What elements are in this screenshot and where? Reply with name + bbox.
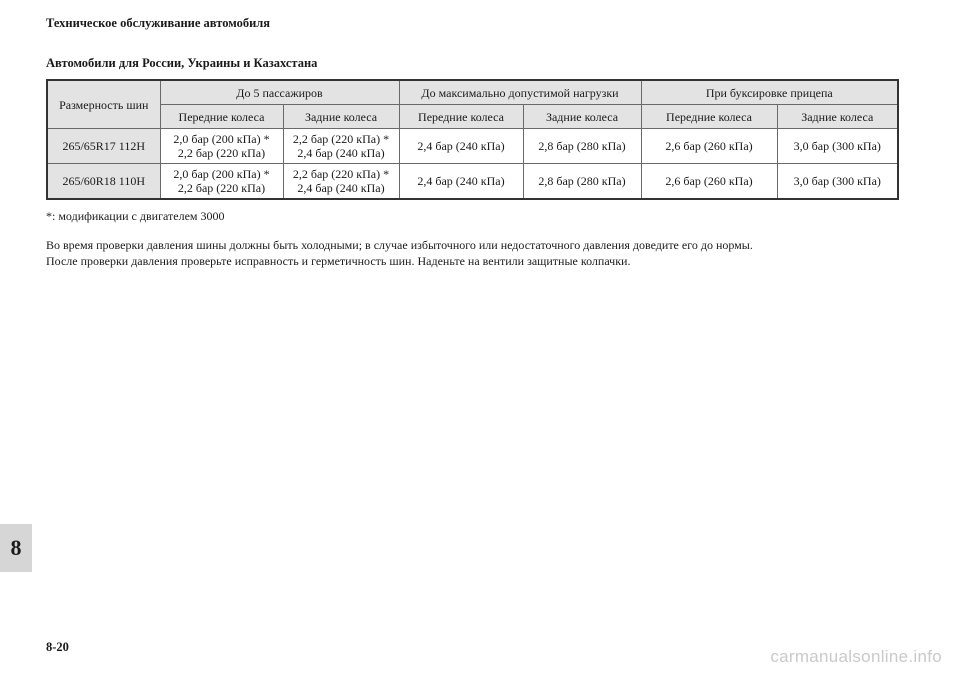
page-header-title: Техническое обслуживание автомобиля [46, 16, 271, 30]
pressure-cell: 2,2 бар (220 кПа) * 2,4 бар (240 кПа) [283, 164, 399, 200]
page-number: 8-20 [46, 640, 69, 654]
tire-pressure-table [46, 79, 899, 200]
subheader-rear: Задние колеса [523, 105, 641, 129]
watermark: carmanualsonline.info [770, 647, 942, 666]
group-header-passengers: До 5 пассажиров [160, 80, 399, 105]
footnote: *: модификации с двигателем 3000 [46, 209, 225, 223]
table-row [47, 129, 898, 164]
pressure-cell: 2,4 бар (240 кПа) [399, 129, 523, 164]
table-row [47, 164, 898, 200]
tire-size-cell: 265/60R18 110H [47, 164, 160, 200]
maintenance-note [46, 237, 926, 269]
pressure-cell: 2,8 бар (280 кПа) [523, 164, 641, 200]
subheader-front: Передние колеса [399, 105, 523, 129]
note-line: После проверки давления проверьте исправность и герметичность шин. Наденьте на вентили защитные колпачки. [46, 254, 631, 268]
pressure-cell: 2,0 бар (200 кПа) * 2,2 бар (220 кПа) [160, 164, 283, 200]
table-subheader-row [47, 105, 898, 129]
tire-size-cell: 265/65R17 112H [47, 129, 160, 164]
pressure-cell: 2,0 бар (200 кПа) * 2,2 бар (220 кПа) [160, 129, 283, 164]
table-header-row [47, 80, 898, 105]
section-title: Автомобили для России, Украины и Казахстана [46, 56, 318, 70]
note-line: Во время проверки давления шины должны быть холодными; в случае избыточного или недостаточного давления доведите его до нормы. [46, 238, 753, 252]
chapter-tab: 8 [0, 524, 32, 572]
pressure-cell: 2,6 бар (260 кПа) [641, 129, 777, 164]
subheader-rear: Задние колеса [283, 105, 399, 129]
group-header-max-load: До максимально допустимой нагрузки [399, 80, 641, 105]
pressure-cell: 2,2 бар (220 кПа) * 2,4 бар (240 кПа) [283, 129, 399, 164]
pressure-cell: 3,0 бар (300 кПа) [777, 164, 898, 200]
pressure-cell: 2,6 бар (260 кПа) [641, 164, 777, 200]
pressure-cell: 2,4 бар (240 кПа) [399, 164, 523, 200]
subheader-front: Передние колеса [641, 105, 777, 129]
dimension-header: Размерность шин [47, 80, 160, 129]
subheader-front: Передние колеса [160, 105, 283, 129]
subheader-rear: Задние колеса [777, 105, 898, 129]
group-header-trailer: При буксировке прицепа [641, 80, 898, 105]
pressure-cell: 3,0 бар (300 кПа) [777, 129, 898, 164]
pressure-cell: 2,8 бар (280 кПа) [523, 129, 641, 164]
